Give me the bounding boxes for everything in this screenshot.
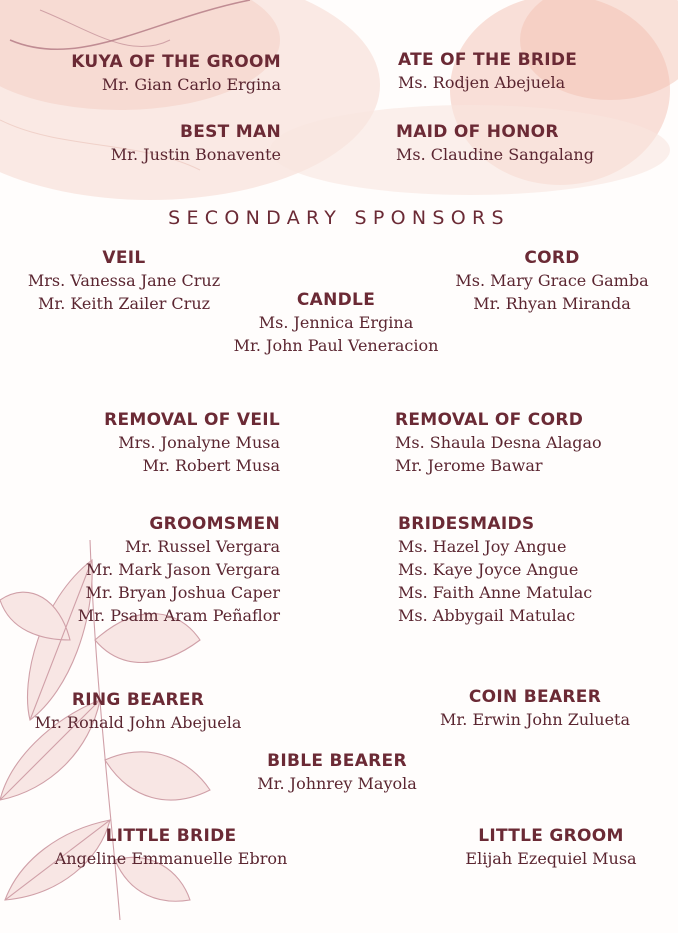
blush-watercolor-splash bbox=[0, 0, 678, 200]
sponsor-name: Mr. Jerome Bawar bbox=[395, 456, 543, 475]
sponsor-name: Ms. Mary Grace Gamba bbox=[455, 271, 649, 290]
sponsor-name: Mr. Bryan Joshua Caper bbox=[85, 583, 280, 602]
sponsor-name: Mr. Justin Bonavente bbox=[110, 145, 281, 164]
sponsor-name: Ms. Kaye Joyce Angue bbox=[398, 560, 579, 579]
role-title: LITTLE BRIDE bbox=[105, 826, 237, 846]
sponsor-name: Mr. Russel Vergara bbox=[124, 537, 280, 556]
sponsor-name: Mr. Johnrey Mayola bbox=[257, 774, 417, 793]
role-title: GROOMSMEN bbox=[149, 514, 280, 534]
little-groom-block bbox=[440, 825, 662, 870]
sponsor-name: Mr. Keith Zailer Cruz bbox=[37, 294, 211, 313]
sponsor-name: Mr. Erwin John Zulueta bbox=[440, 710, 630, 729]
sponsor-name: Ms. Rodjen Abejuela bbox=[398, 73, 566, 92]
sponsor-name: Ms. Claudine Sangalang bbox=[396, 145, 594, 164]
role-title: ATE OF THE BRIDE bbox=[398, 50, 578, 70]
sponsor-name: Ms. Jennica Ergina bbox=[258, 313, 414, 332]
ate-of-bride-block bbox=[398, 49, 577, 94]
sponsor-name: Ms. Shaula Desna Alagao bbox=[395, 433, 602, 452]
sponsor-name: Mr. Ronald John Abejuela bbox=[34, 713, 242, 732]
sponsor-name: Ms. Faith Anne Matulac bbox=[398, 583, 593, 602]
sponsor-name: Mr. Gian Carlo Ergina bbox=[101, 75, 281, 94]
role-title: REMOVAL OF VEIL bbox=[104, 410, 280, 430]
sponsor-name: Mr. John Paul Veneracion bbox=[233, 336, 439, 355]
sponsor-name: Mr. Robert Musa bbox=[142, 456, 280, 475]
sponsor-name: Ms. Hazel Joy Angue bbox=[398, 537, 567, 556]
removal-of-veil-block bbox=[104, 409, 280, 477]
maid-of-honor-block bbox=[396, 121, 594, 166]
sponsor-name: Mrs. Jonalyne Musa bbox=[118, 433, 280, 452]
role-title: COIN BEARER bbox=[468, 687, 602, 707]
coin-bearer-block bbox=[420, 686, 650, 731]
role-title: BRIDESMAIDS bbox=[398, 514, 535, 534]
bridesmaids-block bbox=[398, 513, 592, 627]
sponsor-name: Mr. Mark Jason Vergara bbox=[85, 560, 280, 579]
candle-block bbox=[200, 289, 472, 357]
sponsor-name: Angeline Emmanuelle Ebron bbox=[54, 849, 288, 868]
sponsor-name: Ms. Abbygail Matulac bbox=[398, 606, 576, 625]
best-man-block bbox=[111, 121, 281, 166]
sponsor-name: Mrs. Vanessa Jane Cruz bbox=[27, 271, 221, 290]
little-bride-block bbox=[30, 825, 312, 870]
bible-bearer-block bbox=[210, 750, 464, 795]
ring-bearer-block bbox=[10, 689, 266, 734]
role-title: KUYA OF THE GROOM bbox=[71, 52, 281, 72]
sponsor-name: Mr. Rhyan Miranda bbox=[473, 294, 631, 313]
role-title: LITTLE GROOM bbox=[478, 826, 624, 846]
sponsor-name: Mr. Psalm Aram Peñaflor bbox=[77, 606, 280, 625]
role-title: CANDLE bbox=[296, 290, 376, 310]
role-title: VEIL bbox=[102, 248, 146, 268]
role-title: BEST MAN bbox=[179, 122, 281, 142]
removal-of-cord-block bbox=[395, 409, 602, 477]
kuya-of-groom-block bbox=[71, 51, 281, 96]
section-title: SECONDARY SPONSORS bbox=[168, 207, 510, 229]
role-title: BIBLE BEARER bbox=[267, 751, 407, 771]
role-title: MAID OF HONOR bbox=[396, 122, 559, 142]
role-title: REMOVAL OF CORD bbox=[395, 410, 584, 430]
role-title: RING BEARER bbox=[71, 690, 205, 710]
groomsmen-block bbox=[78, 513, 280, 627]
role-title: CORD bbox=[524, 248, 580, 268]
sponsor-name: Elijah Ezequiel Musa bbox=[465, 849, 637, 868]
